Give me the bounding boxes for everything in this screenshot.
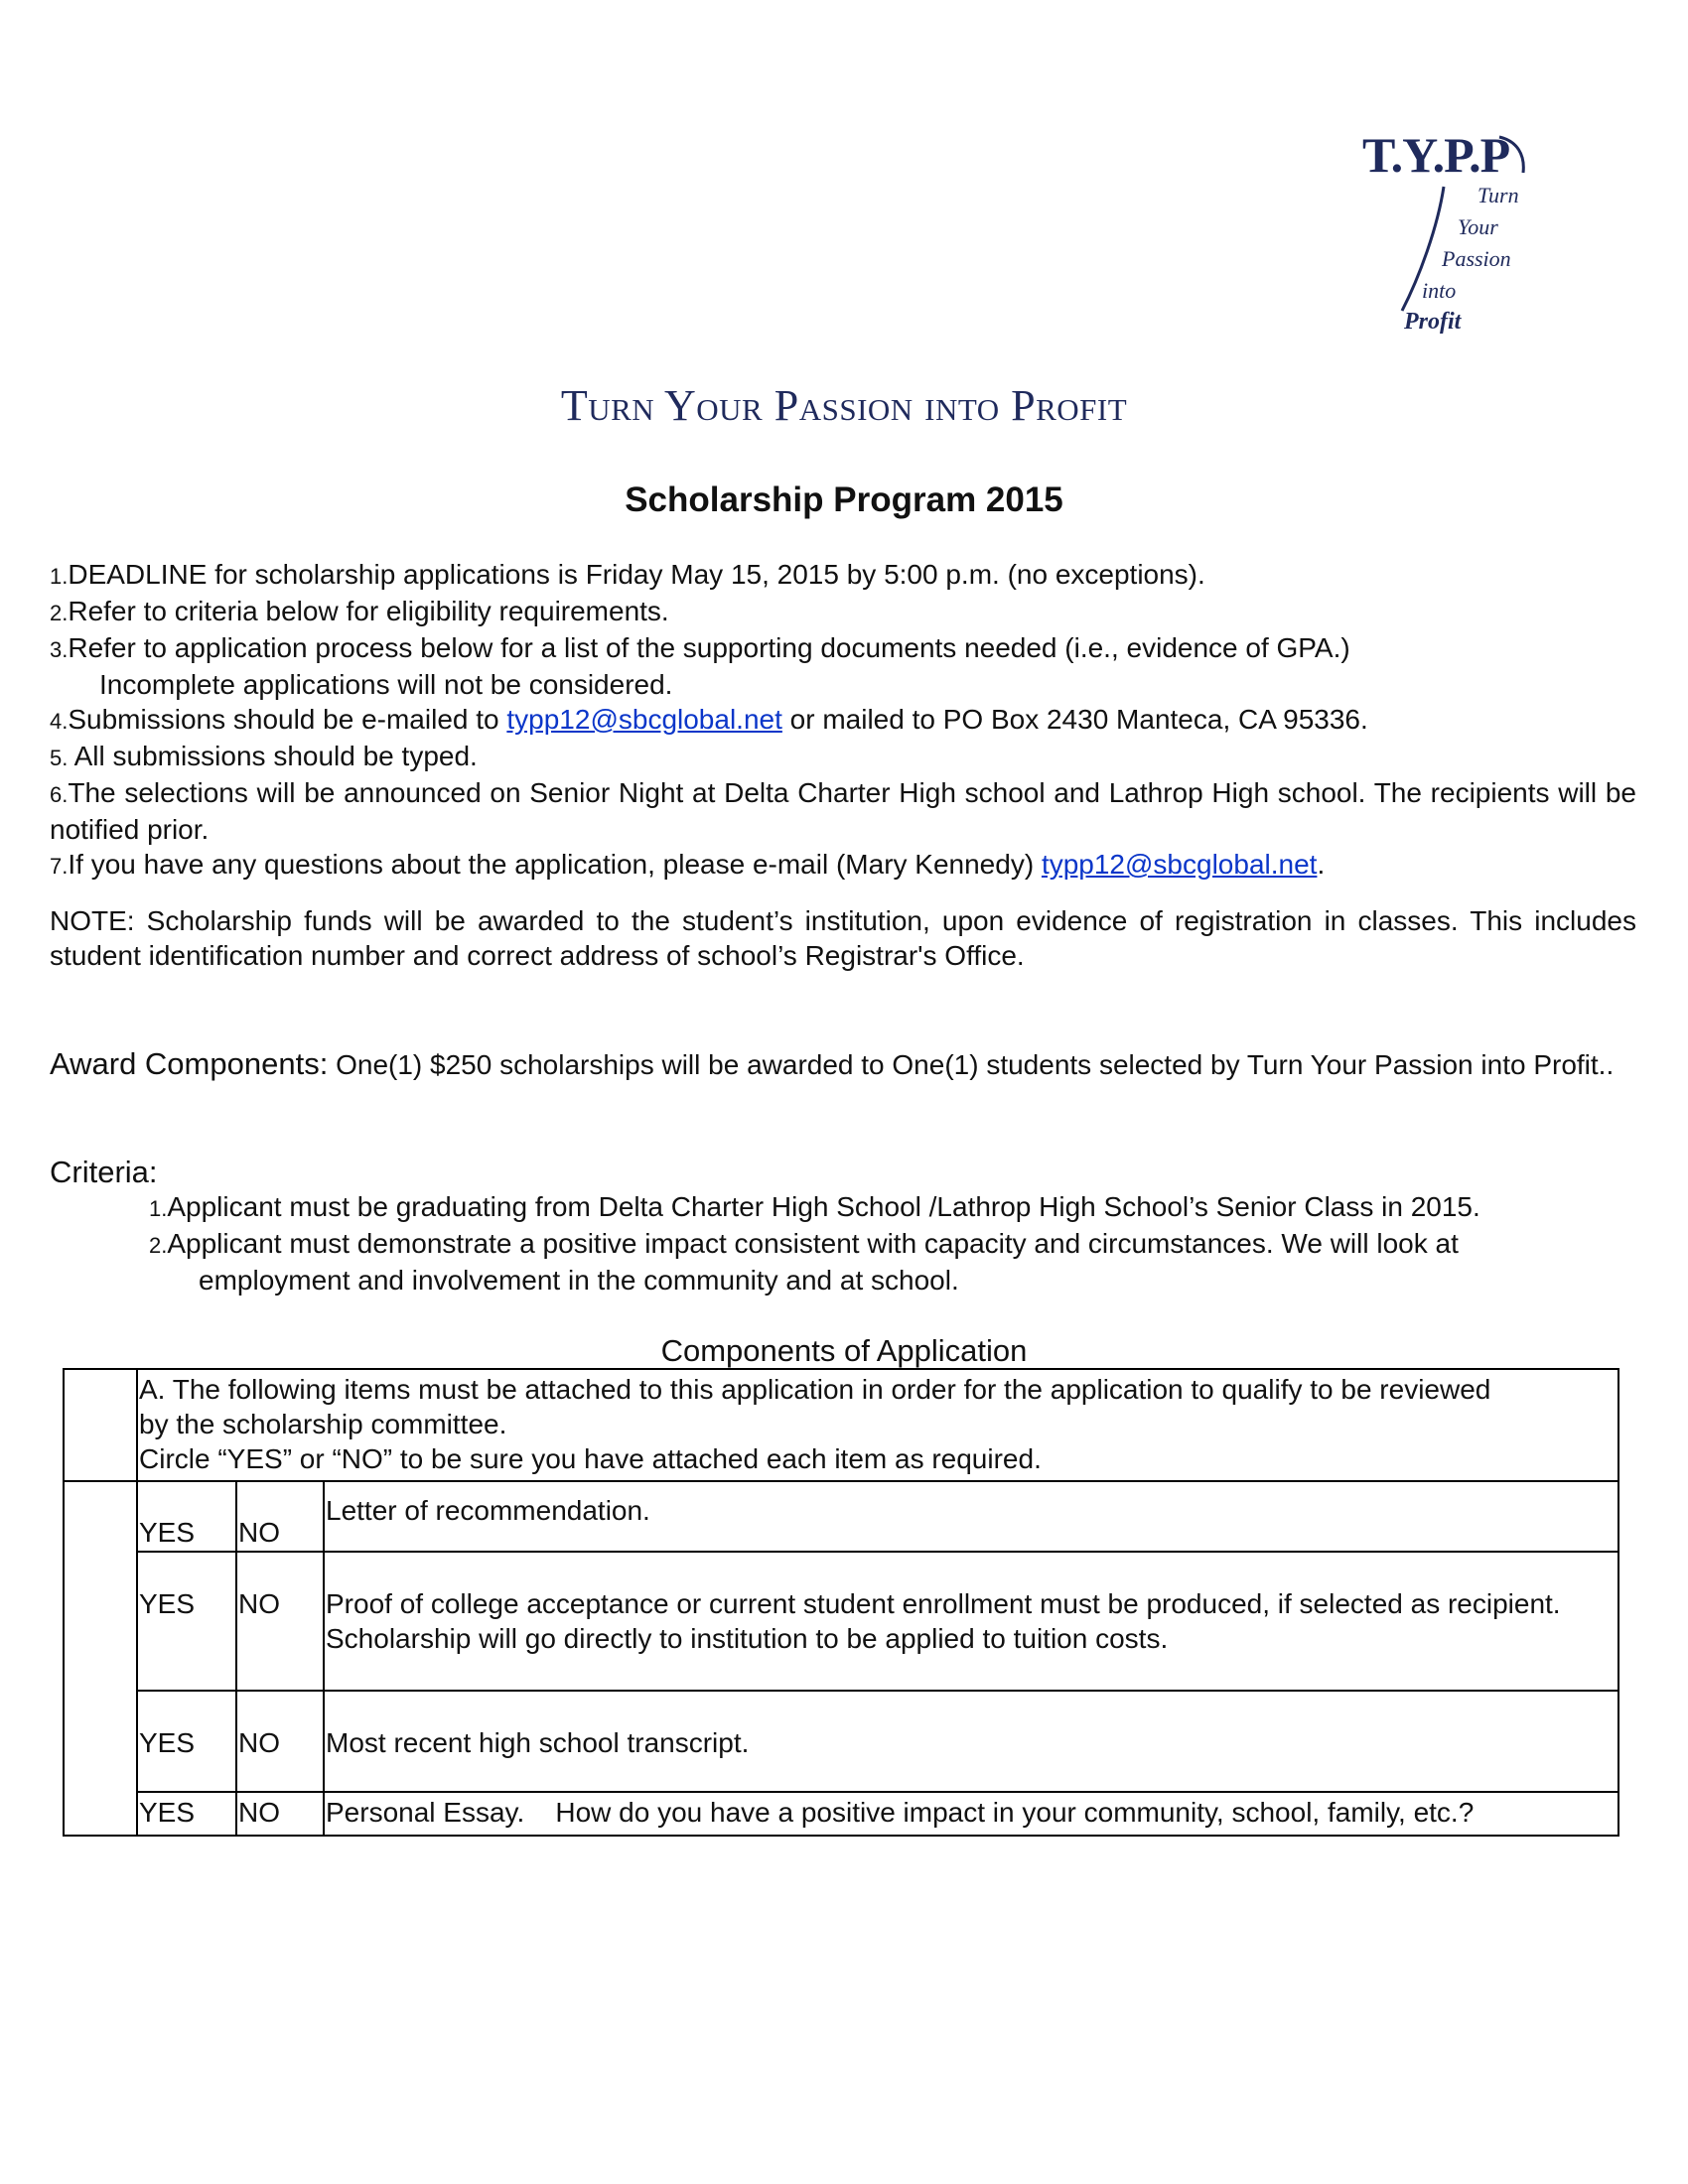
criteria-list (149, 1189, 1589, 1297)
no-option[interactable]: NO (238, 1588, 280, 1619)
components-table (63, 1368, 1619, 1837)
logo-main-text: T.Y.P.P (1362, 127, 1510, 183)
email-link[interactable]: typp12@sbcglobal.net (1041, 849, 1318, 880)
logo-word-profit: Profit (1404, 309, 1462, 335)
logo-word-passion: Passion (1442, 246, 1511, 271)
requirement-description: Personal Essay. How do you have a positive impact in your community, school, family, etc.? (326, 1797, 1475, 1828)
yes-option[interactable]: YES (139, 1588, 196, 1619)
list-item: 7.If you have any questions about the application, please e-mail (Mary Kennedy) typp12@sbcglobal.net. (50, 849, 1326, 880)
requirement-description: Most recent high school transcript. (326, 1727, 750, 1758)
list-item: 1.Applicant must be graduating from Delta Charter High School /Lathrop High School’s Senior Class in 2015. (149, 1191, 1480, 1222)
no-option[interactable]: NO (238, 1727, 280, 1758)
yes-option[interactable]: YES (139, 1517, 196, 1548)
typp-logo (1350, 127, 1549, 341)
page-title: Scholarship Program 2015 (625, 480, 1063, 519)
components-header: A. The following items must be attached to this application in order for the application to qualify to be reviewed by the scholarship committee. Circle “YES” or “NO” to be sure you have attached each item as required. (139, 1374, 1491, 1474)
components-title: Components of Application (660, 1333, 1028, 1368)
requirement-description: Proof of college acceptance or current student enrollment must be produced, if selected as recipient. Scholarship will go directly to institution to be applied to tuition costs. (326, 1588, 1561, 1654)
award-lead: Award Components: (50, 1046, 329, 1081)
yes-option[interactable]: YES (139, 1727, 196, 1758)
no-option[interactable]: NO (238, 1517, 280, 1548)
criteria-heading: Criteria: (50, 1155, 158, 1189)
note-paragraph: NOTE: Scholarship funds will be awarded to the student’s institution, upon evidence of registration in classes. This includes student identification number and correct address of school’s Registrar's Office. (50, 905, 1636, 971)
list-item: 4.Submissions should be e-mailed to typp12@sbcglobal.net or mailed to PO Box 2430 Manteca, CA 95336. (50, 704, 1368, 735)
email-link[interactable]: typp12@sbcglobal.net (506, 704, 782, 735)
award-components (50, 1046, 1636, 1082)
yes-option[interactable]: YES (139, 1797, 196, 1828)
no-option[interactable]: NO (238, 1797, 280, 1828)
award-text: One(1) $250 scholarships will be awarded to One(1) students selected by Turn Your Passion into Profit.. (328, 1049, 1615, 1080)
list-item: 2.Applicant must demonstrate a positive impact consistent with capacity and circumstances. We will look at employment and involvement in the community and at school. (149, 1228, 1459, 1296)
list-item: 6.The selections will be announced on Senior Night at Delta Charter High school and Lathrop High school. The recipients will be notified prior. (50, 777, 1636, 845)
requirement-description: Letter of recommendation. (326, 1495, 650, 1526)
list-item: 5. All submissions should be typed. (50, 741, 478, 771)
list-item: 2.Refer to criteria below for eligibility requirements. (50, 596, 669, 626)
logo-word-into: into (1422, 278, 1457, 303)
banner-heading: Turn Your Passion into Profit (560, 381, 1128, 430)
list-item: 1.DEADLINE for scholarship applications is Friday May 15, 2015 by 5:00 p.m. (no exceptions). (50, 559, 1205, 590)
list-item: 3.Refer to application process below for a list of the supporting documents needed (i.e., evidence of GPA.) Incomplete applications will not be considered. (50, 632, 1350, 700)
instructions-list (50, 557, 1636, 884)
logo-word-turn: Turn (1477, 183, 1519, 207)
logo-word-your: Your (1458, 214, 1498, 239)
